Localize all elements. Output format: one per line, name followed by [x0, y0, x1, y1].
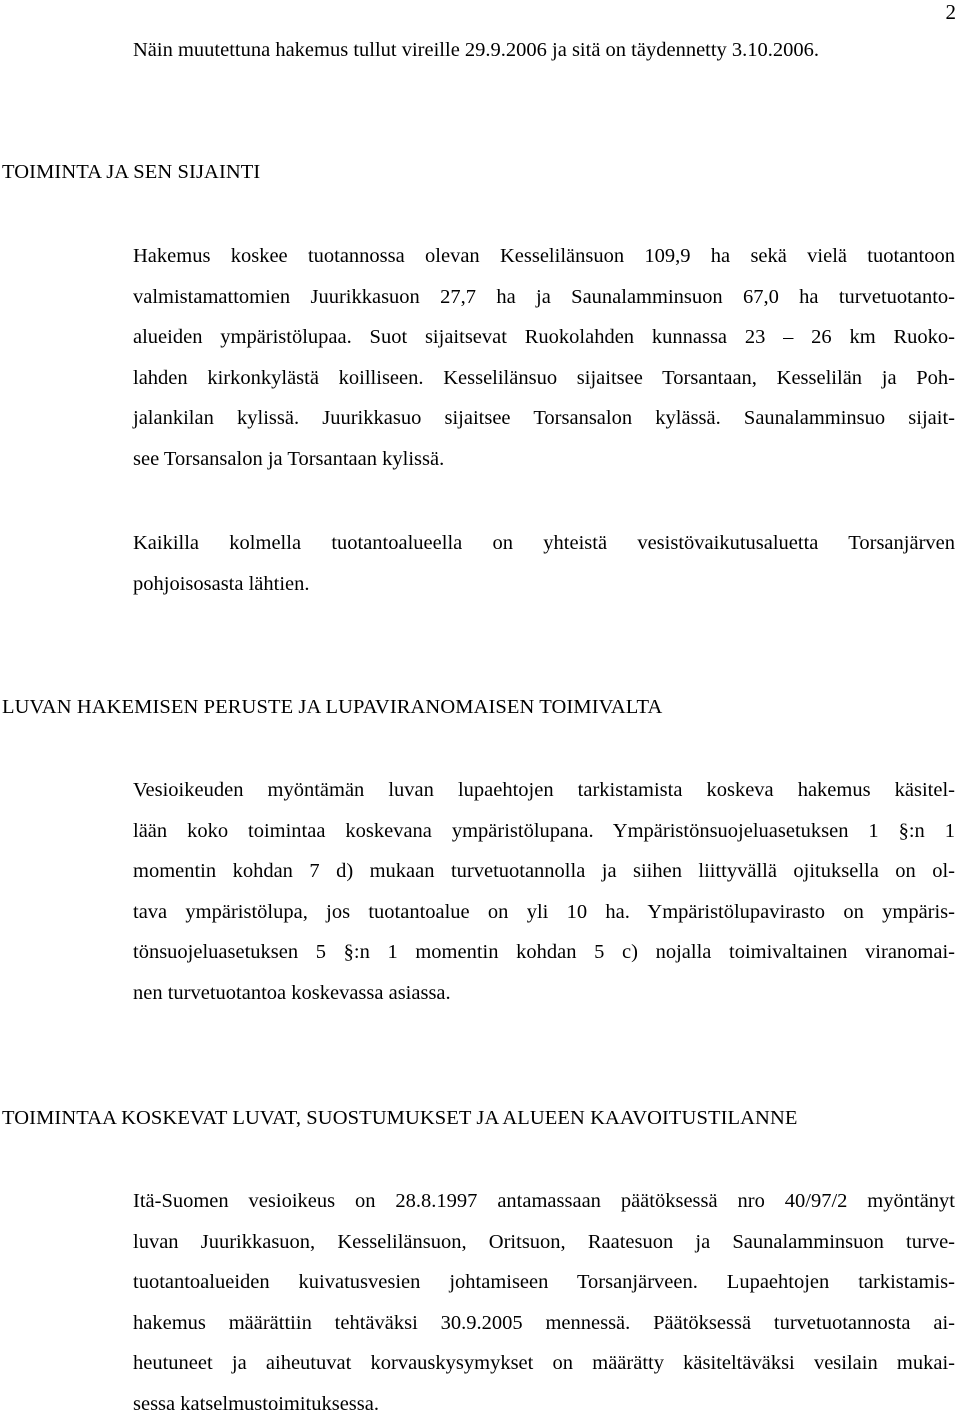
text-line: Hakemus koskee tuotannossa olevan Kesselilänsuon 109,9 ha sekä vielä tuotantoon [133, 245, 955, 267]
text-line: luvan Juurikkasuon, Kesselilänsuon, Oritsuon, Raatesuon ja Saunalamminsuon turve- [133, 1230, 955, 1253]
text-line: valmistamattomien Juurikkasuon 27,7 ha ja Saunalamminsuon 67,0 ha turvetuotanto- [133, 285, 955, 308]
text-line: see Torsansalon ja Torsantaan kylissä. [133, 447, 445, 470]
text-line: tava ympäristölupa, jos tuotantoalue on yli 10 ha. Ympäristölupavirasto on ympäris- [133, 900, 955, 923]
text-line: pohjoisosasta lähtien. [133, 572, 310, 595]
paragraph-vesistovaikutus [133, 523, 955, 604]
text-line: sessa katselmustoimituksessa. [133, 1392, 379, 1415]
lead-paragraph: Näin muutettuna hakemus tullut vireille 29.9.2006 ja sitä on täydennetty 3.10.2006. [133, 39, 820, 61]
text-line: jalankilan kylissä. Juurikkasuo sijaitsee Torsansalon kylässä. Saunalamminsuo sijait- [133, 407, 955, 430]
section-heading-toiminta: TOIMINTA JA SEN SIJAINTI [2, 161, 261, 183]
text-line: lahden kirkonkylästä koilliseen. Kesselilänsuo sijaitsee Torsantaan, Kesselilän ja Poh- [133, 366, 955, 389]
text-line: nen turvetuotantoa koskevassa asiassa. [133, 981, 451, 1004]
paragraph-sijainti [133, 236, 955, 480]
text-line: tuotantoalueiden kuivatusvesien johtamiseen Torsanjärveen. Lupaehtojen tarkistamis- [133, 1271, 955, 1294]
text-line: Kaikilla kolmella tuotantoalueella on yhteistä vesistövaikutusaluetta Torsanjärven [133, 532, 955, 554]
text-line: momentin kohdan 7 d) mukaan turvetuotannolla ja siihen liittyvällä ojituksella on ol- [133, 860, 955, 883]
text-line: Itä-Suomen vesioikeus on 28.8.1997 antamassaan päätöksessä nro 40/97/2 myöntänyt [133, 1190, 955, 1212]
paragraph-luvat [133, 1181, 955, 1425]
paragraph-toimivalta [133, 770, 955, 1014]
text-line: alueiden ympäristölupaa. Suot sijaitsevat Ruokolahden kunnassa 23 – 26 km Ruoko- [133, 326, 955, 349]
section-heading-luvat: TOIMINTAA KOSKEVAT LUVAT, SUOSTUMUKSET JA ALUEEN KAAVOITUSTILANNE [2, 1107, 798, 1129]
text-line: Vesioikeuden myöntämän luvan lupaehtojen tarkistamista koskeva hakemus käsitel- [133, 779, 955, 801]
text-line: tönsuojeluasetuksen 5 §:n 1 momentin kohdan 5 c) nojalla toimivaltainen viranomai- [133, 941, 955, 964]
text-line: hakemus määrättiin tehtäväksi 30.9.2005 mennessä. Päätöksessä turvetuotannosta ai- [133, 1311, 955, 1334]
page-number: 2 [945, 0, 956, 24]
text-line: lään koko toimintaa koskevana ympäristölupana. Ympäristönsuojeluasetuksen 1 §:n 1 [133, 819, 955, 842]
section-heading-luvan-peruste: LUVAN HAKEMISEN PERUSTE JA LUPAVIRANOMAISEN TOIMIVALTA [2, 696, 663, 718]
text-line: heutuneet ja aiheutuvat korvauskysymykset on määrätty käsiteltäväksi vesilain mukai- [133, 1352, 955, 1375]
